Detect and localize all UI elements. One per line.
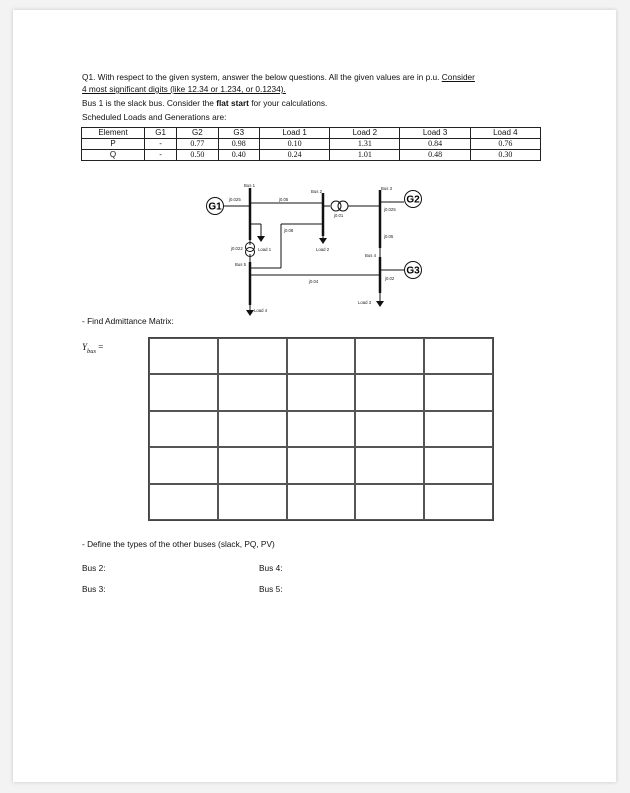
table-cell: 0.10 [259, 139, 329, 150]
table-header-cell: G3 [218, 128, 259, 139]
matrix-cell [424, 484, 493, 520]
matrix-cell [287, 374, 356, 410]
table-header-cell: G1 [145, 128, 177, 139]
bus2-label: Bus 2 [311, 189, 322, 194]
matrix-cell [218, 447, 287, 483]
matrix-cell [287, 447, 356, 483]
g3-label: G3 [406, 265, 420, 277]
ybus-equals: = [98, 342, 104, 352]
matrix-cell [287, 338, 356, 374]
table-cell: 0.30 [470, 150, 540, 161]
matrix-cell [424, 411, 493, 447]
ybus-symbol: Y [82, 342, 88, 352]
matrix-cell [287, 484, 356, 520]
z-g2-label: j0.025 [384, 207, 396, 212]
table-cell: 0.77 [177, 139, 218, 150]
table-cell: 0.76 [470, 139, 540, 150]
table-cell: Q [82, 150, 145, 161]
z-b1b2-label: j0.05 [279, 197, 289, 202]
bus5-type-label: Bus 5: [259, 584, 283, 594]
table-cell: 0.40 [218, 150, 259, 161]
table-cell: 1.01 [330, 150, 400, 161]
matrix-cell [287, 411, 356, 447]
scheduled-title: Scheduled Loads and Generations are: [82, 112, 227, 122]
table-header-cell: Load 3 [400, 128, 470, 139]
matrix-cell [355, 374, 424, 410]
table-cell: P [82, 139, 145, 150]
bus4-type-label: Bus 4: [259, 563, 283, 573]
table-header-cell: G2 [177, 128, 218, 139]
matrix-cell [149, 374, 218, 410]
matrix-cell [424, 374, 493, 410]
load2-arrow [319, 238, 327, 244]
matrix-cell [355, 411, 424, 447]
load3-arrow [376, 301, 384, 307]
load2-label: Load 2 [316, 247, 330, 252]
intro-text: Q1. With respect to the given system, answer the below questions. All the given values are in p.u. [82, 72, 442, 82]
transformer-coil-b [338, 201, 348, 211]
slack-text-a: Bus 1 is the slack bus. Consider the [82, 98, 217, 108]
z-b5b4-label: j0.04 [309, 279, 319, 284]
ybus-subscript: bus [87, 347, 97, 355]
admittance-label: - Find Admittance Matrix: [82, 316, 174, 326]
matrix-cell [149, 447, 218, 483]
table-cell: 0.84 [400, 139, 470, 150]
consider-text: Consider [441, 72, 475, 82]
table-header-cell: Load 4 [470, 128, 540, 139]
z-tx-label: j0.01 [334, 213, 344, 218]
bus5-label: Bus 5 [235, 262, 246, 267]
table-header-cell: Load 1 [259, 128, 329, 139]
matrix-cell [355, 447, 424, 483]
matrix-cell [424, 447, 493, 483]
z-b2b5-label: j0.08 [284, 228, 294, 233]
z-g3-label: j0.02 [385, 276, 395, 281]
bus2-type-label: Bus 2: [82, 563, 106, 573]
document-page [13, 10, 616, 782]
matrix-cell [149, 338, 218, 374]
power-system-diagram [13, 10, 616, 320]
bus-types-title: - Define the types of the other buses (slack, PQ, PV) [82, 539, 275, 549]
table-cell: - [145, 150, 177, 161]
table-cell: 0.50 [177, 150, 218, 161]
load4-arrow [246, 310, 254, 316]
table-cell: 0.48 [400, 150, 470, 161]
table-cell: - [145, 139, 177, 150]
bus4-label: Bus 4 [365, 253, 376, 258]
table-header-cell: Element [82, 128, 145, 139]
bus3-type-label: Bus 3: [82, 584, 106, 594]
significant-digits-note: 4 most significant digits (like 12.34 or 1.234, or 0.1234). [82, 84, 286, 94]
g1-label: G1 [208, 201, 222, 213]
matrix-cell [218, 374, 287, 410]
table-cell: 1.31 [330, 139, 400, 150]
ybus-label [82, 342, 103, 355]
load3-label: Load 3 [358, 300, 372, 305]
matrix-cell [149, 411, 218, 447]
z-b3b4-label: j0.05 [384, 234, 394, 239]
matrix-cell [218, 484, 287, 520]
table-cell: 0.98 [218, 139, 259, 150]
matrix-cell [355, 338, 424, 374]
table-cell: 0.24 [259, 150, 329, 161]
matrix-cell [218, 338, 287, 374]
load1-arrow [257, 236, 265, 242]
bus3-label: Bus 3 [381, 186, 392, 191]
slack-text-b: for your calculations. [248, 98, 328, 108]
load4-label: Load 4 [254, 308, 268, 313]
matrix-cell [218, 411, 287, 447]
z-trans15-label: j0.022 [231, 246, 243, 251]
matrix-cell [355, 484, 424, 520]
bus1-label: Bus 1 [244, 183, 255, 188]
matrix-cell [424, 338, 493, 374]
g2-label: G2 [406, 194, 420, 206]
flat-start-text: flat start [216, 98, 249, 108]
matrix-cell [149, 484, 218, 520]
ybus-matrix-grid [148, 337, 494, 521]
load1-label: Load 1 [258, 247, 272, 252]
z-g1-label: j0.025 [229, 197, 241, 202]
table-header-cell: Load 2 [330, 128, 400, 139]
